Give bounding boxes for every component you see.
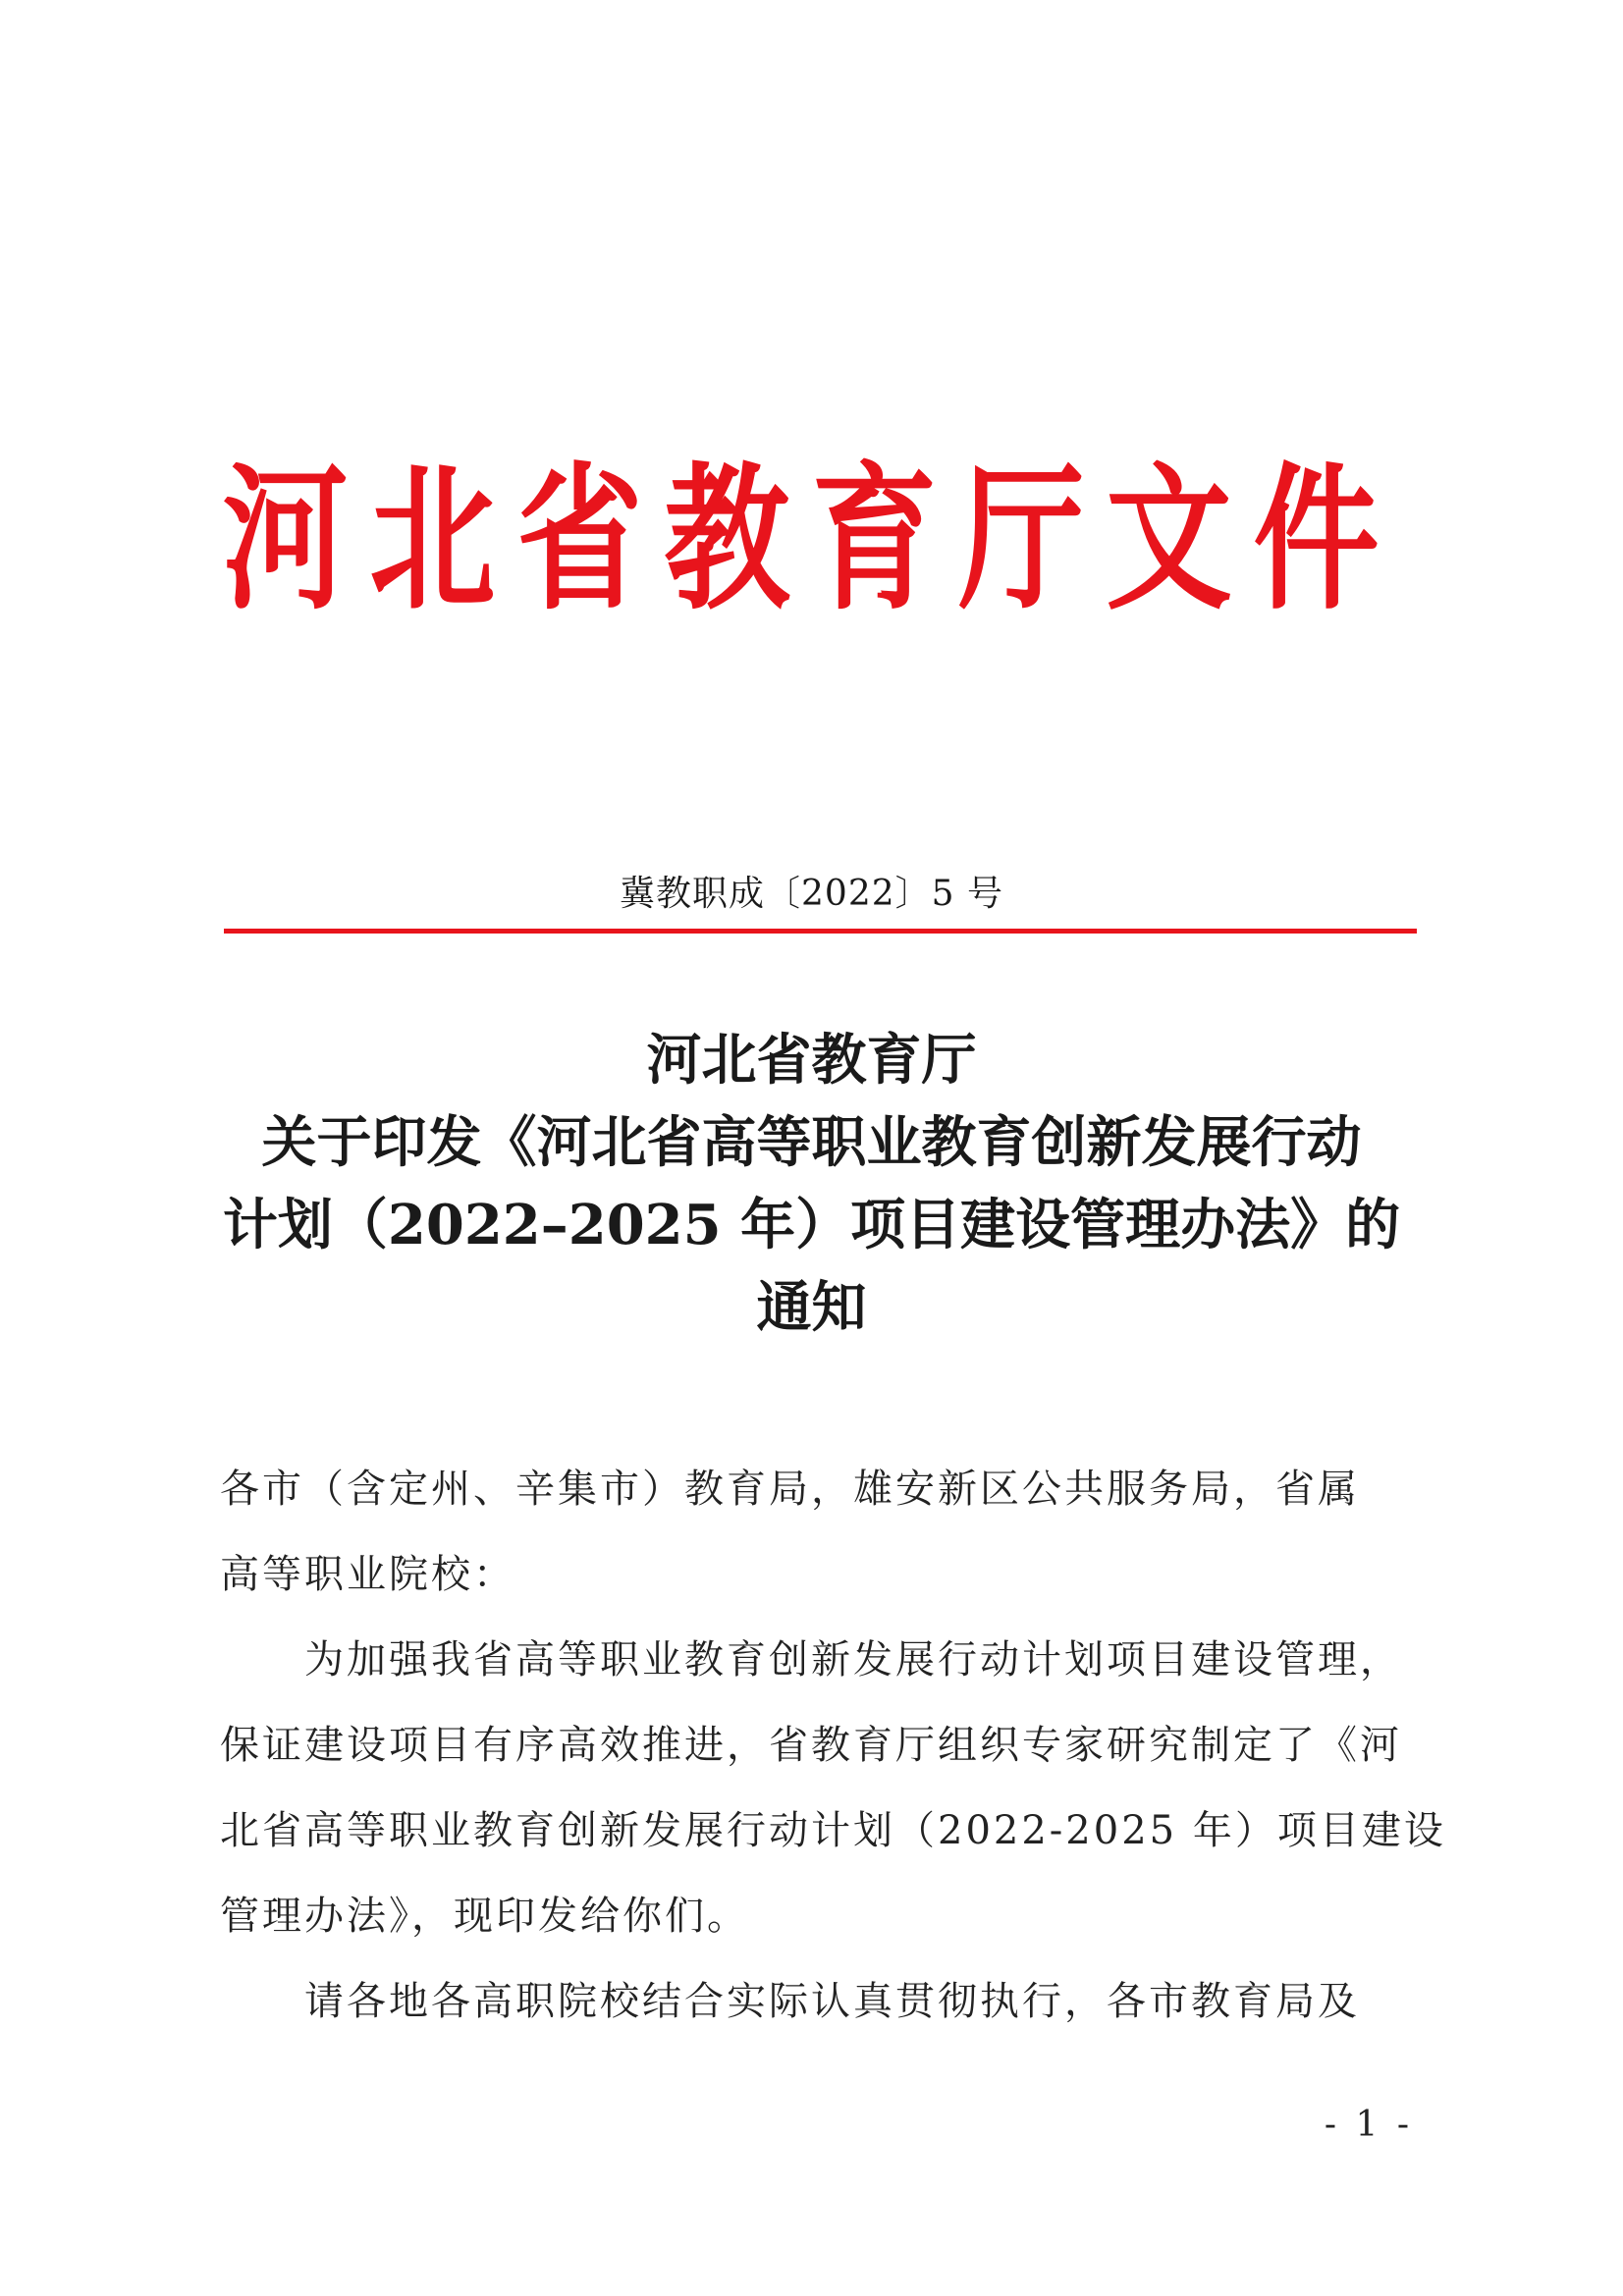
body-line: 保证建设项目有序高效推进，省教育厅组织专家研究制定了《河 [220, 1723, 1402, 1768]
body-line: 为加强我省高等职业教育创新发展行动计划项目建设管理， [220, 1637, 1402, 1682]
body-line: 高等职业院校： [220, 1552, 515, 1597]
red-divider-line [224, 929, 1417, 934]
body-line: 管理办法》，现印发给你们。 [220, 1894, 749, 1939]
document-header-title: 河北省教育厅文件 [222, 448, 1401, 632]
notice-title-line: 计划（2022–2025 年）项目建设管理办法》的 [222, 1193, 1401, 1257]
notice-title-line: 关于印发《河北省高等职业教育创新发展行动 [261, 1110, 1362, 1175]
page-number: - 1 - [1324, 2105, 1413, 2145]
document-number: 冀教职成〔2022〕5 号 [620, 874, 1003, 914]
notice-title-line: 通知 [756, 1275, 867, 1340]
body-line: 北省高等职业教育创新发展行动计划（2022-2025 年）项目建设 [220, 1808, 1446, 1853]
notice-title-line: 河北省教育厅 [646, 1028, 977, 1093]
notice-title [196, 1019, 1427, 1349]
body-line: 请各地各高职院校结合实际认真贯彻执行，各市教育局及 [220, 1979, 1360, 2024]
body-line: 各市（含定州、辛集市）教育局，雄安新区公共服务局，省属 [220, 1467, 1360, 1512]
